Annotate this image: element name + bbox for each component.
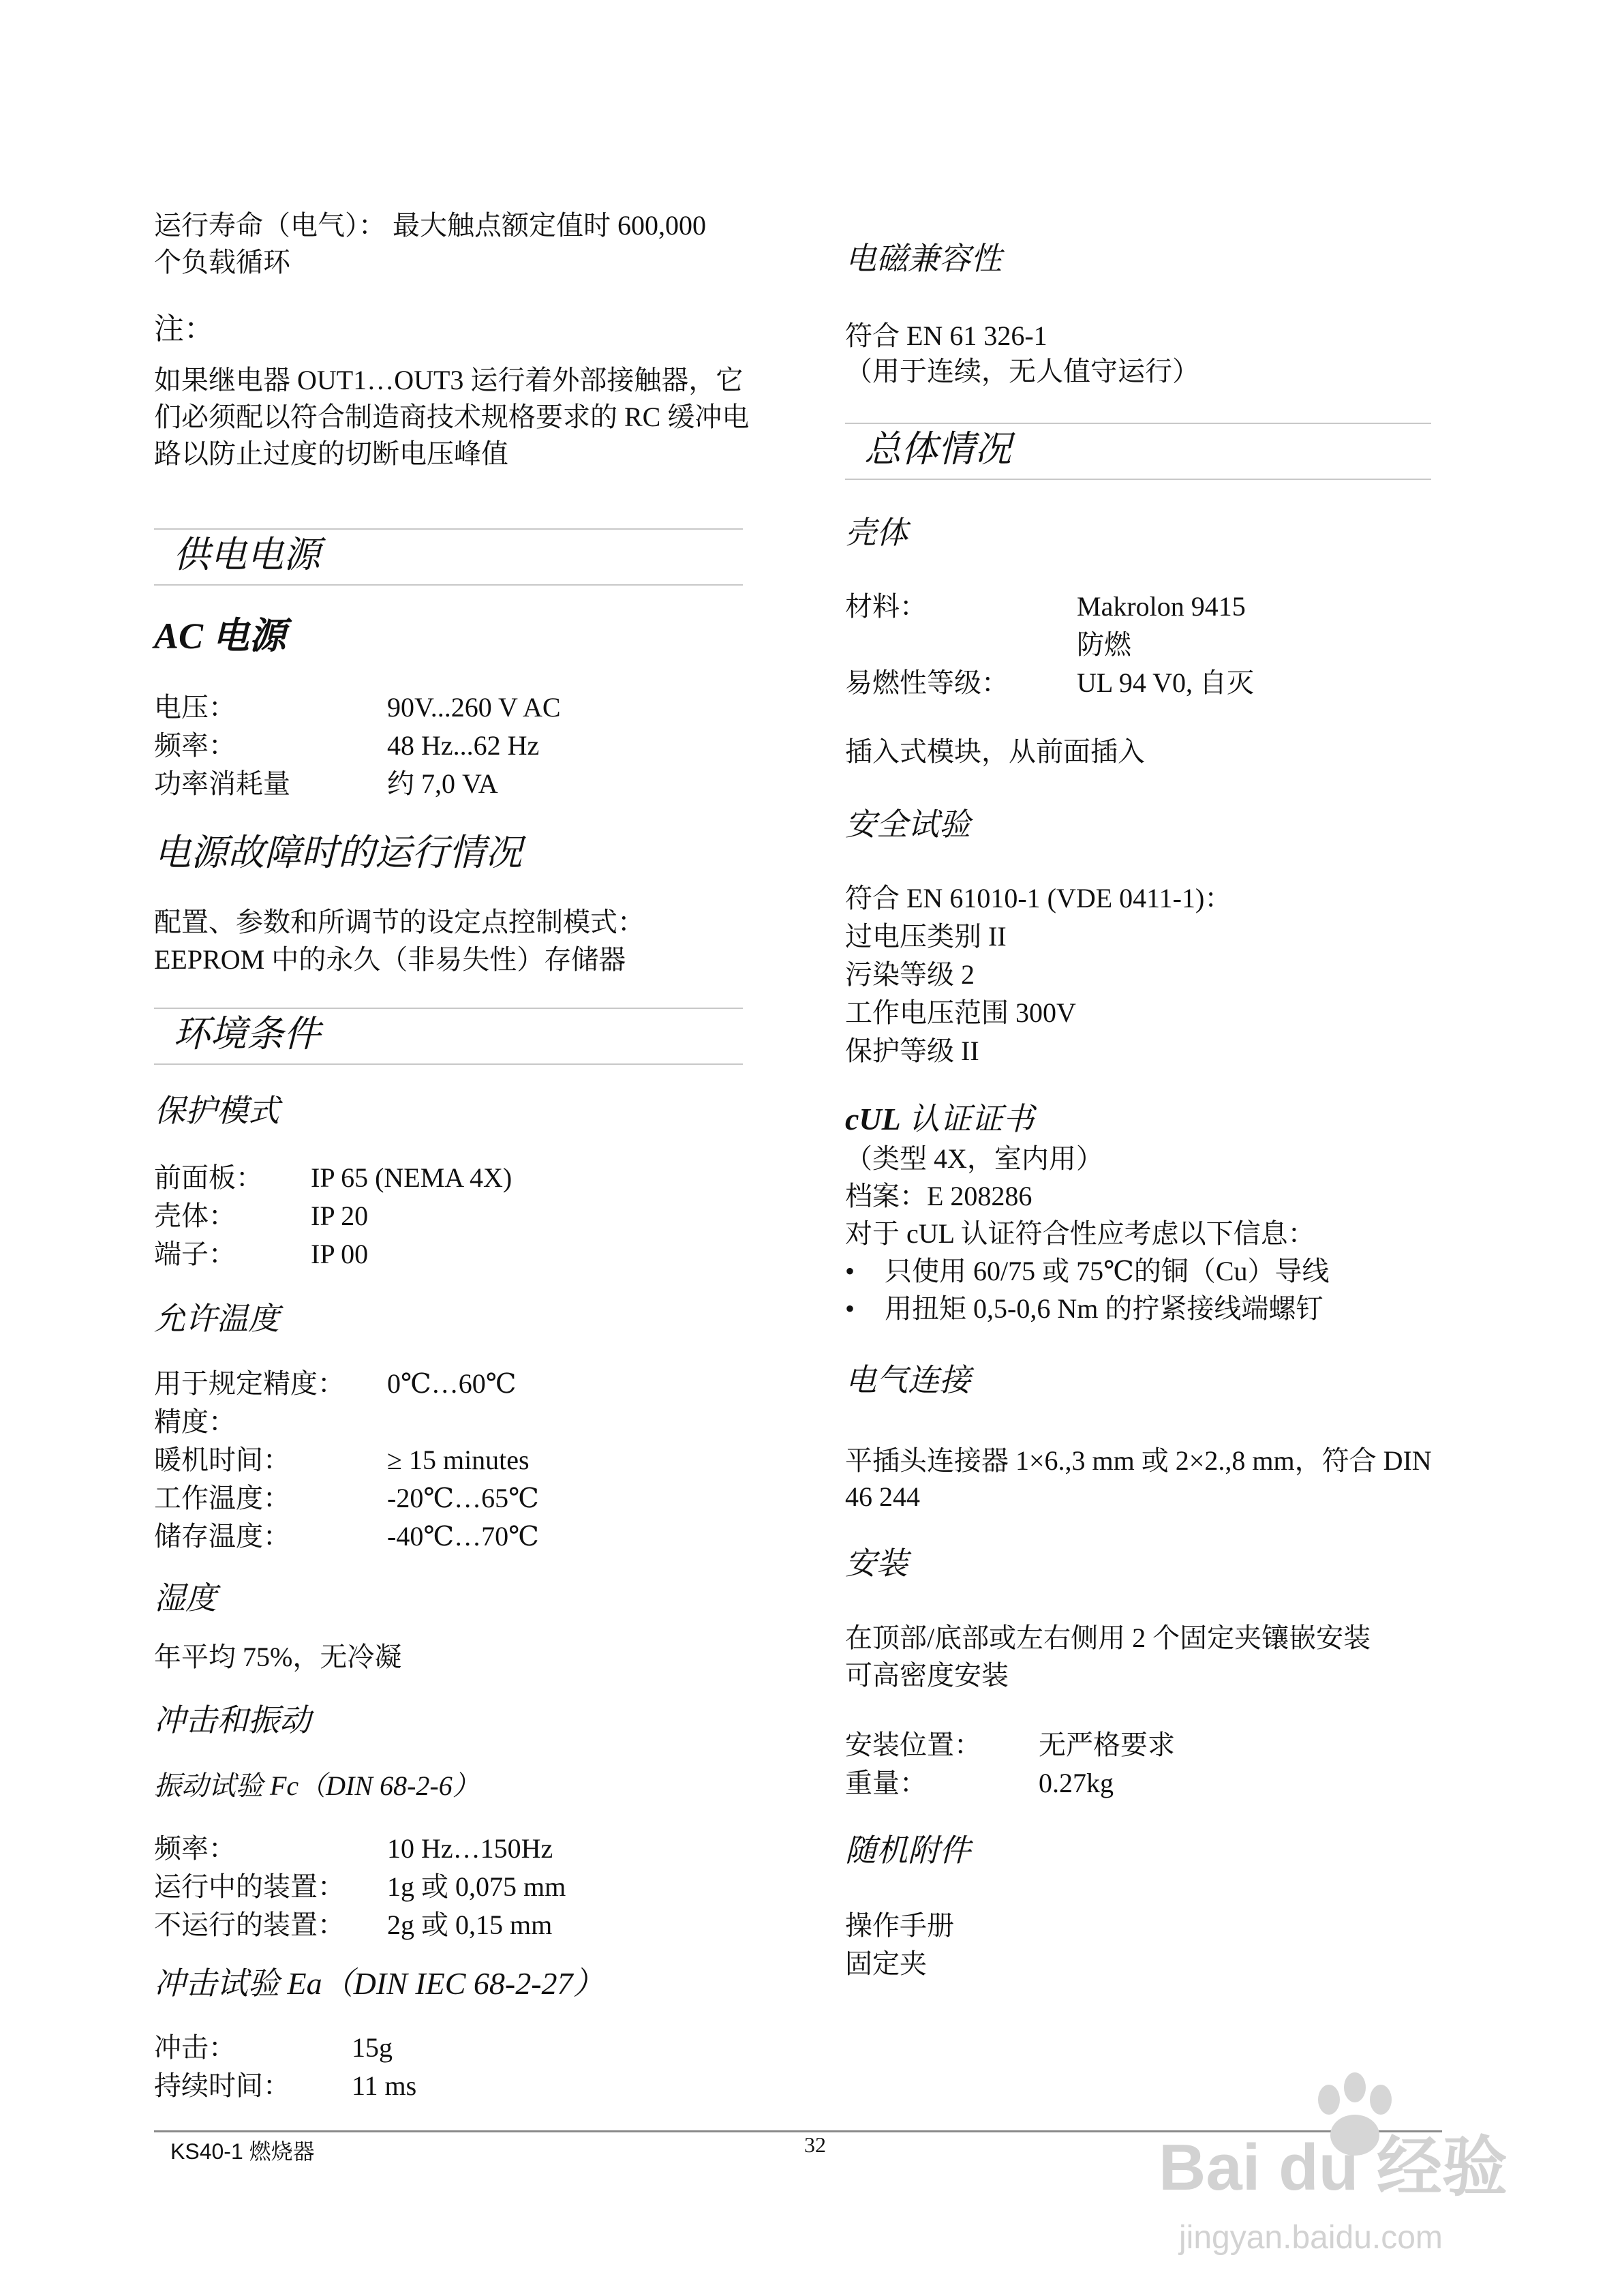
temp-key: 工作温度： — [154, 1483, 290, 1513]
protect-key: 前面板： — [154, 1162, 263, 1193]
life-text-line2: 个负载循环 — [154, 247, 290, 277]
vibration-key: 频率： — [154, 1833, 236, 1864]
shock-key: 持续时间： — [154, 2070, 290, 2101]
shock-value: 11 ms — [352, 2070, 417, 2101]
humidity-text: 年平均 75%，无冷凝 — [154, 1642, 402, 1672]
temp-value: -40℃…70℃ — [387, 1521, 539, 1552]
section-header-general — [845, 423, 1431, 480]
note-line: 路以防止过度的切断电压峰值 — [154, 438, 508, 469]
section-title-power: 供电电源 — [173, 534, 320, 575]
safety-line: 过电压类别 II — [845, 921, 1007, 952]
ac-row — [154, 689, 561, 727]
failure-title: 电源故障时的运行情况 — [154, 832, 522, 873]
safety-line: 保护等级 II — [845, 1036, 979, 1066]
temp-value: -20℃…65℃ — [387, 1483, 539, 1513]
install-key: 安装位置： — [845, 1729, 981, 1760]
cul-title — [845, 1099, 1034, 1140]
protect-row — [154, 1197, 369, 1235]
emc-line: 符合 EN 61 326-1 — [845, 320, 1047, 351]
safety-title: 安全试验 — [845, 807, 970, 842]
housing-note: 插入式模块，从前面插入 — [845, 736, 1145, 767]
temp-row — [154, 1365, 517, 1403]
vibration-value: 1g 或 0,075 mm — [387, 1871, 566, 1902]
vibration-key: 不运行的装置： — [154, 1909, 345, 1940]
temp-row — [154, 1479, 539, 1517]
watermark — [1118, 2072, 1540, 2277]
accessory-line: 固定夹 — [845, 1948, 927, 1979]
housing-title: 壳体 — [845, 515, 908, 550]
cul-bullet-text: 用扭矩 0,5-0,6 Nm 的拧紧接线端螺钉 — [885, 1293, 1323, 1324]
housing-value: UL 94 V0, 自灭 — [1077, 667, 1254, 698]
install-line: 可高密度安装 — [845, 1660, 1009, 1691]
protect-row — [154, 1235, 369, 1273]
housing-row — [845, 588, 1246, 626]
elec-line: 46 244 — [845, 1481, 920, 1512]
humidity-title: 湿度 — [154, 1581, 217, 1616]
install-row — [845, 1764, 1114, 1802]
temp-row — [154, 1441, 530, 1479]
ac-value: 约 7,0 VA — [387, 768, 498, 799]
temp-row — [154, 1517, 539, 1556]
housing-value: Makrolon 9415 — [1077, 591, 1246, 622]
cul-line: 对于 cUL 认证符合性应考虑以下信息： — [845, 1218, 1315, 1249]
ac-value: 90V...260 V AC — [387, 692, 561, 723]
failure-line: 配置、参数和所调节的设定点控制模式： — [154, 907, 645, 937]
housing-key: 易燃性等级： — [845, 667, 1009, 698]
section-header-power — [154, 528, 743, 586]
page-number: 32 — [804, 2132, 826, 2157]
cul-line: （类型 4X，室内用） — [845, 1143, 1103, 1174]
shock-key: 冲击： — [154, 2032, 236, 2063]
protect-key: 壳体： — [154, 1200, 236, 1231]
ac-value: 48 Hz...62 Hz — [387, 730, 540, 761]
emc-title: 电磁兼容性 — [845, 241, 1002, 276]
temp-key: 储存温度： — [154, 1521, 290, 1552]
ac-title: AC 电源 — [154, 616, 286, 656]
shock-row — [154, 2029, 393, 2067]
protect-value: IP 00 — [311, 1239, 369, 1269]
elec-title: 电气连接 — [845, 1363, 970, 1398]
temp-key: 精度： — [154, 1406, 236, 1437]
temp-value: 0℃…60℃ — [387, 1368, 517, 1399]
install-key: 重量： — [845, 1768, 927, 1798]
cul-bullet — [845, 1290, 1323, 1328]
install-title: 安装 — [845, 1546, 908, 1581]
protect-key: 端子： — [154, 1239, 236, 1269]
cul-line: 档案：E 208286 — [845, 1181, 1032, 1211]
protect-row — [154, 1159, 512, 1197]
vibration-row — [154, 1830, 553, 1868]
note-line: 如果继电器 OUT1…OUT3 运行着外部接触器，它 — [154, 365, 744, 395]
ac-row — [154, 727, 540, 765]
cul-bullet — [845, 1252, 1330, 1290]
housing-row — [845, 664, 1254, 702]
ac-key: 功率消耗量 — [154, 768, 290, 799]
vibration-value: 10 Hz…150Hz — [387, 1833, 553, 1864]
section-header-env — [154, 1008, 743, 1065]
elec-line: 平插头连接器 1×6.,3 mm 或 2×2.,8 mm，符合 DIN — [845, 1445, 1432, 1476]
accessory-title: 随机附件 — [845, 1833, 970, 1868]
emc-line: （用于连续，无人值守运行） — [845, 356, 1199, 387]
ac-key: 电压： — [154, 692, 236, 723]
install-value: 0.27kg — [1039, 1768, 1114, 1798]
shock-vibration-title: 冲击和振动 — [154, 1703, 311, 1738]
housing-value: 防燃 — [1077, 629, 1131, 660]
ac-row — [154, 765, 498, 803]
safety-line: 工作电压范围 300V — [845, 997, 1076, 1028]
watermark-url: jingyan.baidu.com — [1179, 2220, 1443, 2256]
protect-value: IP 20 — [311, 1200, 369, 1231]
protect-value: IP 65 (NEMA 4X) — [311, 1162, 512, 1193]
vibration-row — [154, 1868, 566, 1906]
temp-value: ≥ 15 minutes — [387, 1445, 530, 1475]
watermark-logo: Bai du 经验 — [1159, 2131, 1508, 2204]
note-title: 注： — [154, 312, 214, 346]
section-title-general: 总体情况 — [864, 429, 1011, 470]
safety-line: 符合 EN 61010-1 (VDE 0411-1)： — [845, 883, 1232, 913]
protect-title: 保护模式 — [154, 1093, 279, 1128]
temp-key: 暖机时间： — [154, 1445, 290, 1475]
accessory-line: 操作手册 — [845, 1910, 954, 1941]
install-row — [845, 1726, 1175, 1764]
failure-line: EEPROM 中的永久（非易失性）存储器 — [154, 944, 626, 975]
ac-key: 频率： — [154, 730, 236, 761]
note-line: 们必须配以符合制造商技术规格要求的 RC 缓冲电 — [154, 402, 750, 432]
install-value: 无严格要求 — [1039, 1729, 1175, 1760]
housing-key: 材料： — [845, 591, 927, 622]
bullet-dot-icon: • — [845, 1256, 855, 1286]
life-text-line1: 运行寿命（电气）： 最大触点额定值时 600,000 — [154, 210, 706, 241]
vibration-subtitle: 振动试验 Fc（DIN 68-2-6） — [154, 1770, 480, 1801]
temp-row — [154, 1403, 236, 1441]
install-line: 在顶部/底部或左右侧用 2 个固定夹镶嵌安装 — [845, 1622, 1371, 1653]
safety-line: 污染等级 2 — [845, 959, 975, 990]
cul-bullet-text: 只使用 60/75 或 75℃的铜（Cu）导线 — [885, 1256, 1330, 1286]
temp-title: 允许温度 — [154, 1301, 279, 1336]
temp-key: 用于规定精度： — [154, 1368, 345, 1399]
section-title-env: 环境条件 — [173, 1014, 320, 1055]
cul-title-en: cUL — [845, 1102, 901, 1136]
bullet-dot-icon: • — [845, 1293, 855, 1324]
vibration-row — [154, 1906, 553, 1944]
vibration-value: 2g 或 0,15 mm — [387, 1909, 553, 1940]
vibration-key: 运行中的装置： — [154, 1871, 345, 1902]
footer-product: KS40-1 燃烧器 — [170, 2139, 315, 2164]
cul-title-cn: 认证证书 — [908, 1102, 1035, 1136]
shock-value: 15g — [352, 2032, 393, 2063]
shock-subtitle: 冲击试验 Ea（DIN IEC 68-2-27） — [154, 1966, 605, 2001]
shock-row — [154, 2067, 417, 2105]
